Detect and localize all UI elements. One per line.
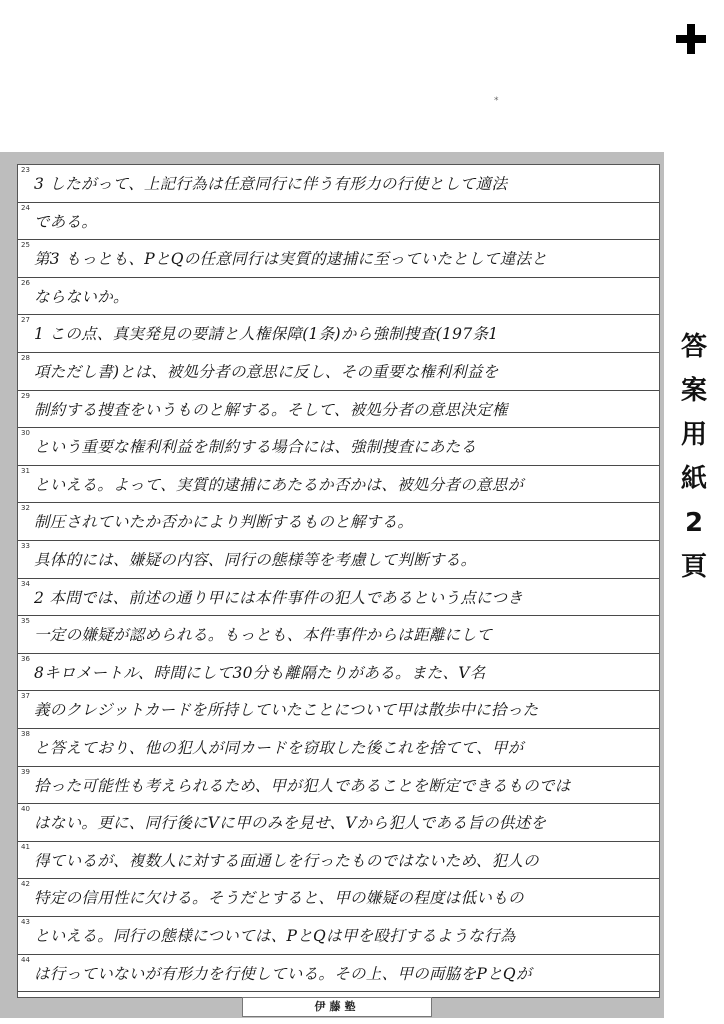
- answer-line: [18, 428, 659, 466]
- line-number: 44: [21, 955, 30, 964]
- line-number: 23: [21, 166, 30, 174]
- line-number: 40: [21, 805, 30, 814]
- handwritten-text: といえる。同行の態様については、PとQは甲を殴打するような行為: [34, 927, 516, 945]
- side-title-char: 答: [680, 332, 707, 362]
- handwritten-text: 1 この点、真実発見の要請と人権保障(1条)から強制捜査(197条1: [34, 325, 499, 344]
- handwritten-text: 義のクレジットカードを所持していたことについて甲は散歩中に拾った: [34, 701, 539, 720]
- answer-line: [18, 353, 659, 391]
- handwritten-text: 得ているが、複数人に対する面通しを行ったものではないため、犯人の: [34, 851, 539, 870]
- answer-line: [18, 203, 659, 241]
- registration-mark: [676, 24, 706, 54]
- line-number: 36: [21, 654, 30, 663]
- handwritten-text: 項ただし書)とは、被処分者の意思に反し、その重要な権利利益を: [34, 363, 499, 381]
- handwritten-text: 8キロメートル、時間にして30分も離隔たりがある。また、V名: [34, 663, 486, 682]
- answer-line: [18, 729, 659, 767]
- line-number: 30: [21, 429, 30, 438]
- answer-line: [18, 315, 659, 353]
- handwritten-text: という重要な権利利益を制約する場合には、強制捜査にあたる: [34, 438, 477, 457]
- handwritten-text: 第3 もっとも、PとQの任意同行は実質的逮捕に至っていたとして違法と: [34, 250, 548, 269]
- handwritten-text: ならないか。: [34, 287, 129, 306]
- line-number: 39: [21, 767, 30, 776]
- side-title-char: 2: [684, 508, 704, 538]
- line-number: 31: [21, 466, 30, 475]
- handwritten-text: 特定の信用性に欠ける。そうだとすると、甲の嫌疑の程度は低いもの: [34, 889, 524, 908]
- answer-line: [18, 917, 659, 955]
- answer-line: [18, 391, 659, 429]
- line-number: 37: [21, 692, 30, 701]
- answer-line: [18, 503, 659, 541]
- line-number: 33: [21, 542, 30, 550]
- handwritten-text: といえる。よって、実質的逮捕にあたるか否かは、被処分者の意思が: [34, 475, 524, 494]
- side-title: [674, 325, 714, 589]
- line-number: 42: [21, 880, 30, 889]
- line-number: 34: [21, 579, 30, 588]
- side-title-char: 案: [680, 376, 707, 406]
- answer-sheet: [0, 152, 664, 1018]
- line-number: 25: [21, 241, 30, 250]
- answer-line: [18, 804, 659, 842]
- footer-label: 伊藤塾: [242, 997, 432, 1017]
- answer-line: [18, 879, 659, 917]
- line-number: 26: [21, 278, 30, 287]
- answer-line: [18, 278, 659, 316]
- ruled-paper: [17, 164, 660, 998]
- line-number: 27: [21, 316, 30, 325]
- answer-line: [18, 466, 659, 504]
- handwritten-text: 一定の嫌疑が認められる。もっとも、本件事件からは距離にして: [34, 626, 493, 645]
- handwritten-text: 具体的には、嫌疑の内容、同行の態様等を考慮して判断する。: [34, 551, 477, 569]
- answer-line: [18, 842, 659, 880]
- line-number: 28: [21, 354, 30, 362]
- handwritten-text: 拾った可能性も考えられるため、甲が犯人であることを断定できるものでは: [34, 776, 571, 795]
- answer-line: [18, 654, 659, 692]
- answer-line: [18, 165, 659, 203]
- line-number: 29: [21, 391, 30, 400]
- line-number: 41: [21, 842, 30, 851]
- line-number: 24: [21, 203, 30, 212]
- scan-speck: *: [494, 96, 499, 106]
- handwritten-text: は行っていないが有形力を行使している。その上、甲の両脇をPとQが: [34, 964, 532, 983]
- answer-line: [18, 691, 659, 729]
- answer-line: [18, 541, 659, 579]
- answer-line: [18, 240, 659, 278]
- handwritten-text: と答えており、他の犯人が同カードを窃取した後これを捨てて、甲が: [34, 739, 524, 757]
- handwritten-text: 制約する捜査をいうものと解する。そして、被処分者の意思決定権: [34, 400, 508, 419]
- handwritten-text: である。: [34, 212, 98, 231]
- side-title-char: 用: [680, 420, 707, 450]
- side-title-char: 紙: [680, 464, 707, 494]
- line-number: 35: [21, 617, 30, 626]
- line-number: 38: [21, 730, 30, 738]
- line-number: 43: [21, 918, 30, 926]
- handwritten-text: 制圧されていたか否かにより判断するものと解する。: [34, 513, 414, 532]
- side-title-char: 頁: [680, 552, 707, 582]
- handwritten-text: 2 本問では、前述の通り甲には本件事件の犯人であるという点につき: [34, 588, 524, 607]
- handwritten-text: 3 したがって、上記行為は任意同行に伴う有形力の行使として適法: [34, 175, 508, 193]
- handwritten-text: はない。更に、同行後にVに甲のみを見せ、Vから犯人である旨の供述を: [34, 814, 547, 833]
- line-number: 32: [21, 504, 30, 513]
- answer-line: [18, 616, 659, 654]
- answer-line: [18, 579, 659, 617]
- answer-line: [18, 955, 659, 993]
- answer-line: [18, 767, 659, 805]
